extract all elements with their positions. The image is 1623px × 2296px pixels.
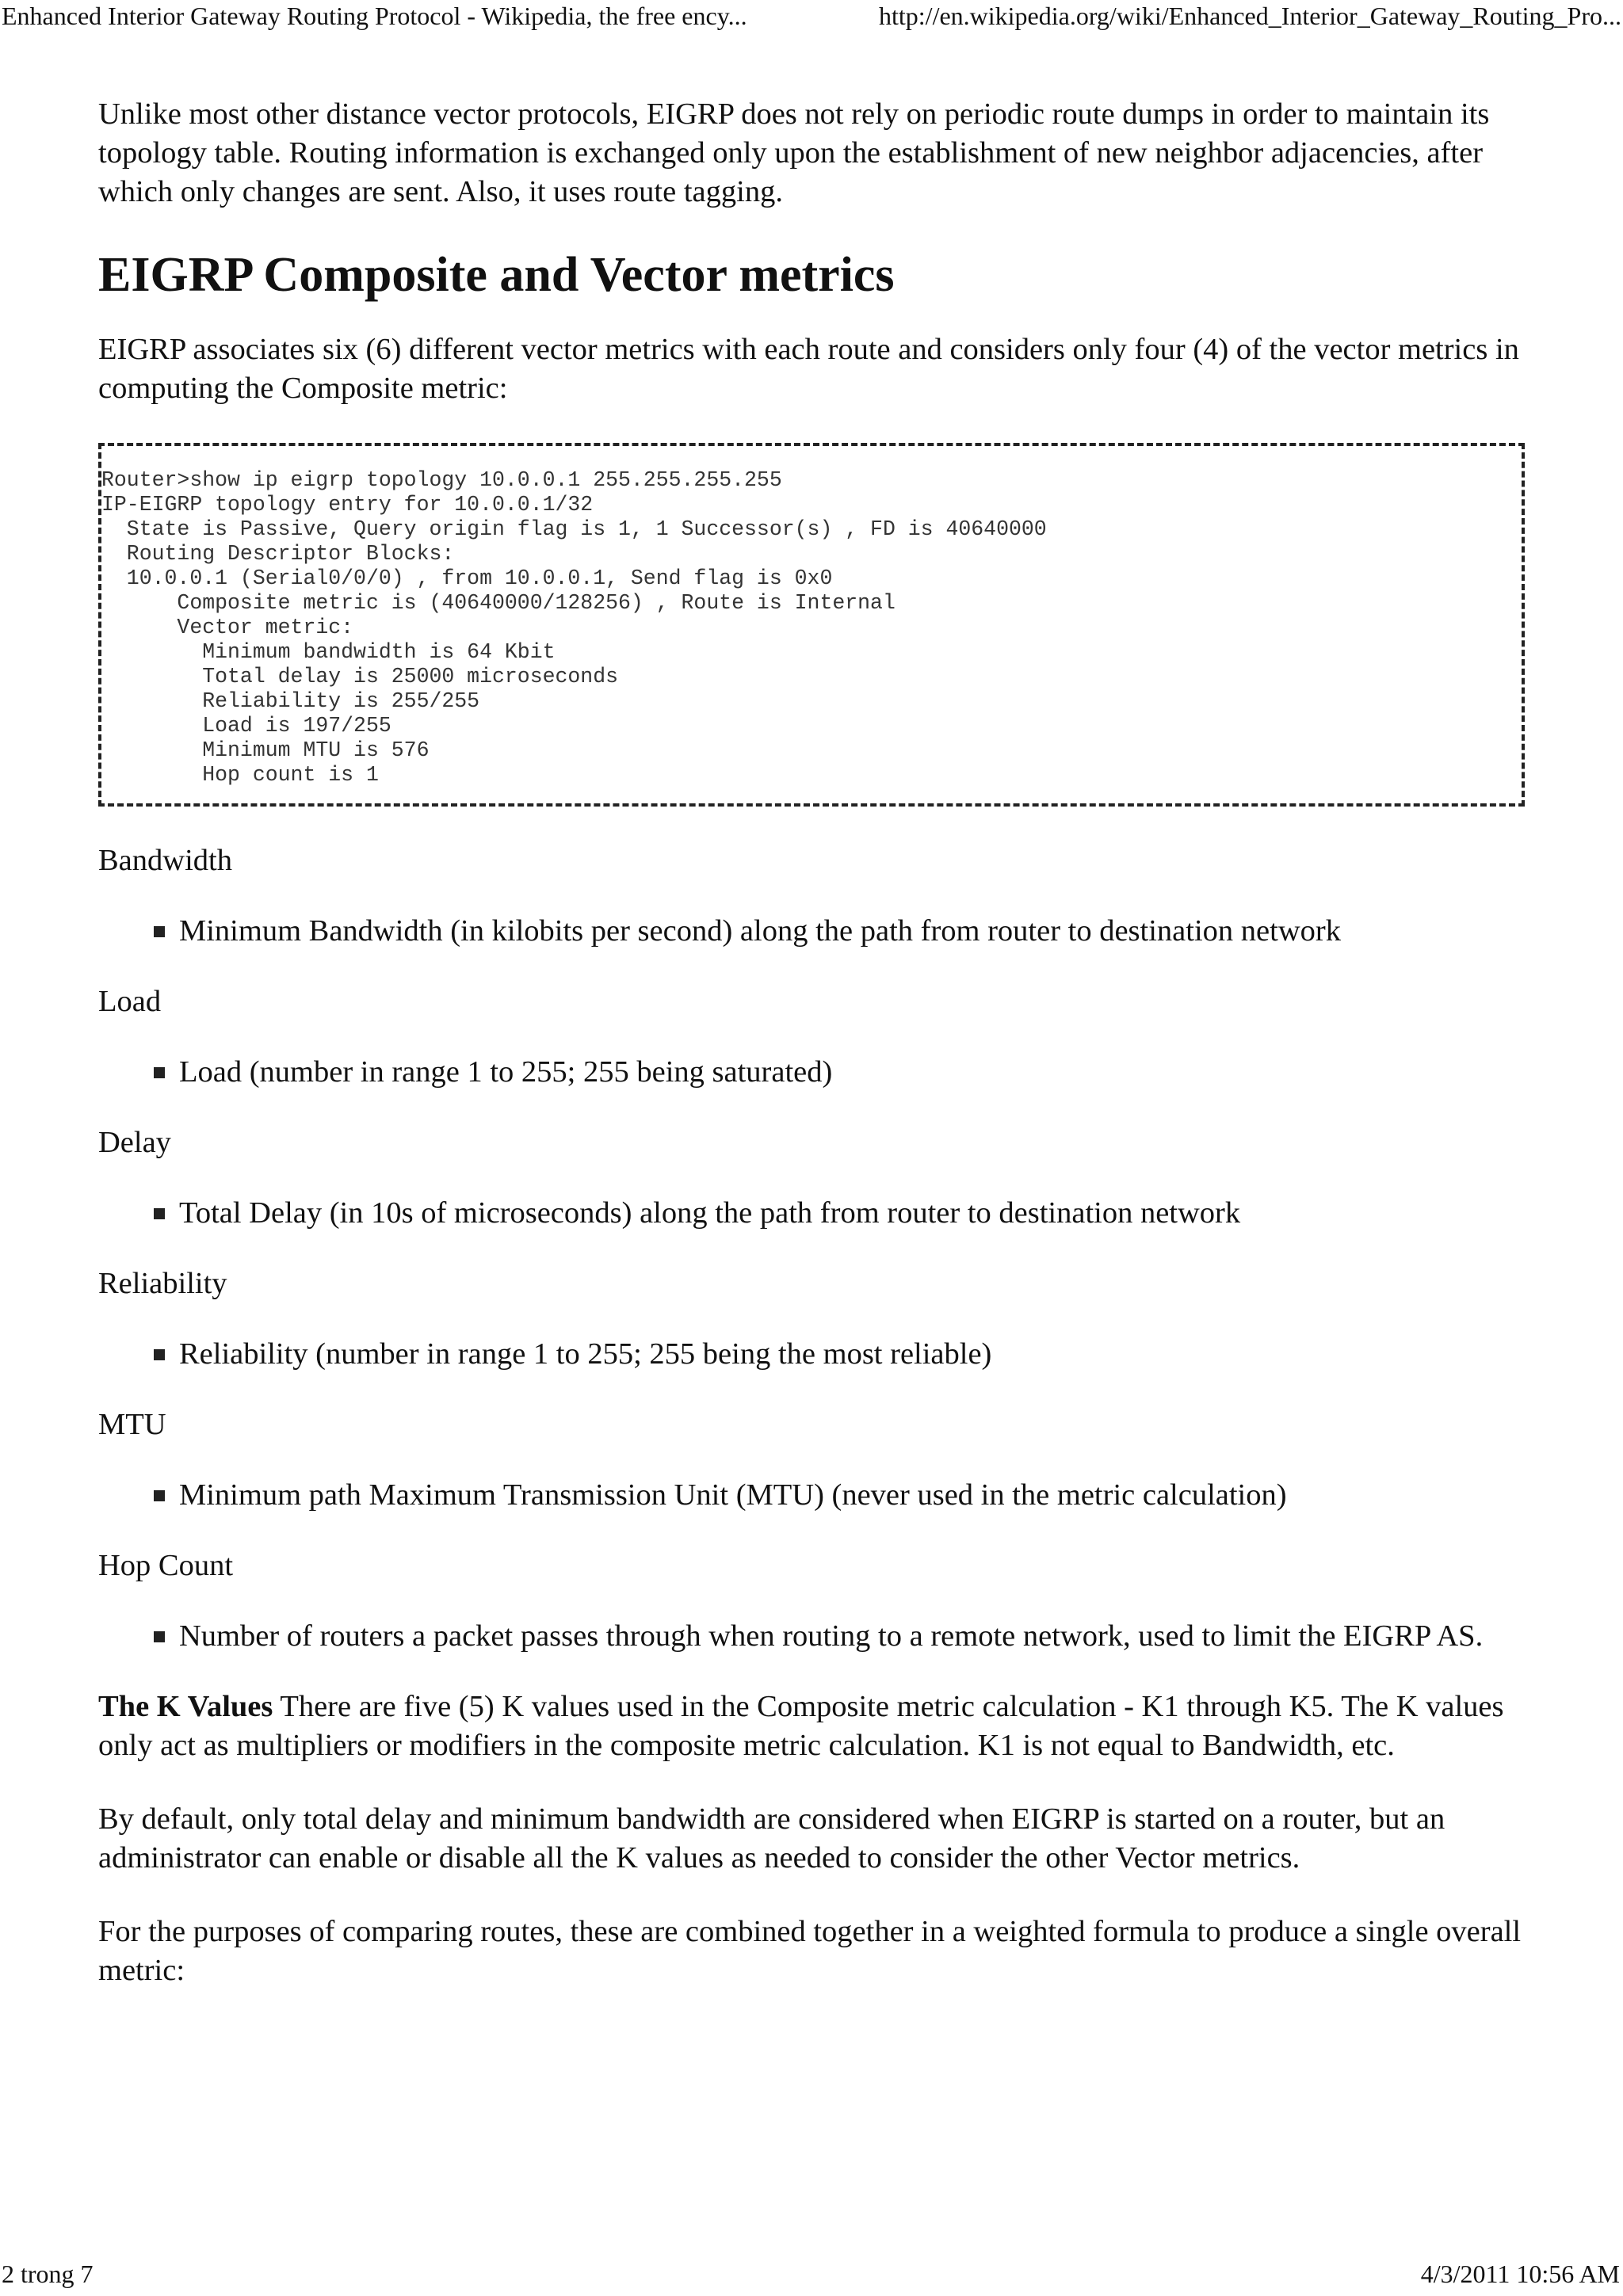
k-values-paragraph xyxy=(98,1688,1525,1765)
intro-paragraph: Unlike most other distance vector protocols, EIGRP does not rely on periodic route dumps in order to maintain its topology table. Routing information is exchanged only upon the establishment of new neighbor adjacencies, after which only changes are sent. Also, it uses route tagging. xyxy=(98,97,1490,208)
list-item: Reliability (number in range 1 to 255; 255 being the most reliable) xyxy=(179,1335,1525,1374)
k-values-text: There are five (5) K values used in the Composite metric calculation - K1 through K5. The K values only act as multipliers or modifiers in the composite metric calculation. K1 is not equal to Bandwidth, etc. xyxy=(98,1690,1504,1762)
metric-term-load: Load xyxy=(98,985,162,1018)
list-item: Number of routers a packet passes through when routing to a remote network, used to limit the EIGRP AS. xyxy=(179,1617,1525,1656)
metric-term-hop-count: Hop Count xyxy=(98,1549,234,1582)
k-values-label: The K Values xyxy=(98,1690,273,1723)
metric-list-reliability xyxy=(98,1335,1525,1374)
formula-paragraph: For the purposes of comparing routes, these are combined together in a weighted formula to produce a single overall metric: xyxy=(98,1915,1522,1987)
metric-term-mtu: MTU xyxy=(98,1408,166,1441)
metric-list-delay xyxy=(98,1194,1525,1233)
list-item: Load (number in range 1 to 255; 255 being saturated) xyxy=(179,1053,1525,1092)
page-title: Enhanced Interior Gateway Routing Protocol - Wikipedia, the free ency... xyxy=(2,2,747,30)
lead-paragraph: EIGRP associates six (6) different vector metrics with each route and considers only four (4) of the vector metrics in computing the Composite metric: xyxy=(98,333,1519,405)
print-header xyxy=(0,0,1623,40)
page-url: http://en.wikipedia.org/wiki/Enhanced_Interior_Gateway_Routing_Pro... xyxy=(879,2,1621,30)
metric-list-mtu xyxy=(98,1476,1525,1515)
metric-list-hop-count xyxy=(98,1617,1525,1656)
list-item: Total Delay (in 10s of microseconds) along the path from router to destination network xyxy=(179,1194,1525,1233)
metric-list-bandwidth xyxy=(98,912,1525,951)
list-item: Minimum Bandwidth (in kilobits per second) along the path from router to destination network xyxy=(179,912,1525,951)
metric-list-load xyxy=(98,1053,1525,1092)
article-body xyxy=(98,95,1525,2025)
section-heading: EIGRP Composite and Vector metrics xyxy=(98,248,895,302)
metric-term-reliability: Reliability xyxy=(98,1267,227,1300)
metric-term-delay: Delay xyxy=(98,1126,171,1159)
print-timestamp: 4/3/2011 10:56 AM xyxy=(1420,2260,1620,2288)
page-number: 2 trong 7 xyxy=(2,2260,94,2288)
default-paragraph: By default, only total delay and minimum bandwidth are considered when EIGRP is started on a router, but an administrator can enable or disable all the K values as needed to consider the other Vector metrics. xyxy=(98,1802,1445,1875)
metric-term-bandwidth: Bandwidth xyxy=(98,844,232,877)
topology-code-block: Router>show ip eigrp topology 10.0.0.1 255.255.255.255 IP-EIGRP topology entry for 10.0.0.1/32 State is Passive, Query origin flag is 1, 1 Successor(s) , FD is 40640000 Routing Descriptor Blocks: 10.0.0.1 (Serial0/0/0) , from 10.0.0.1, Send flag is 0x0 Composite metric is (40640000/128256) , Route is Internal Vector metric: Minimum bandwidth is 64 Kbit Total delay is 25000 microseconds Reliability is 255/255 Load is 197/255 Minimum MTU is 576 Hop count is 1 xyxy=(98,443,1525,807)
print-footer xyxy=(0,2258,1623,2290)
list-item: Minimum path Maximum Transmission Unit (MTU) (never used in the metric calculation) xyxy=(179,1476,1525,1515)
